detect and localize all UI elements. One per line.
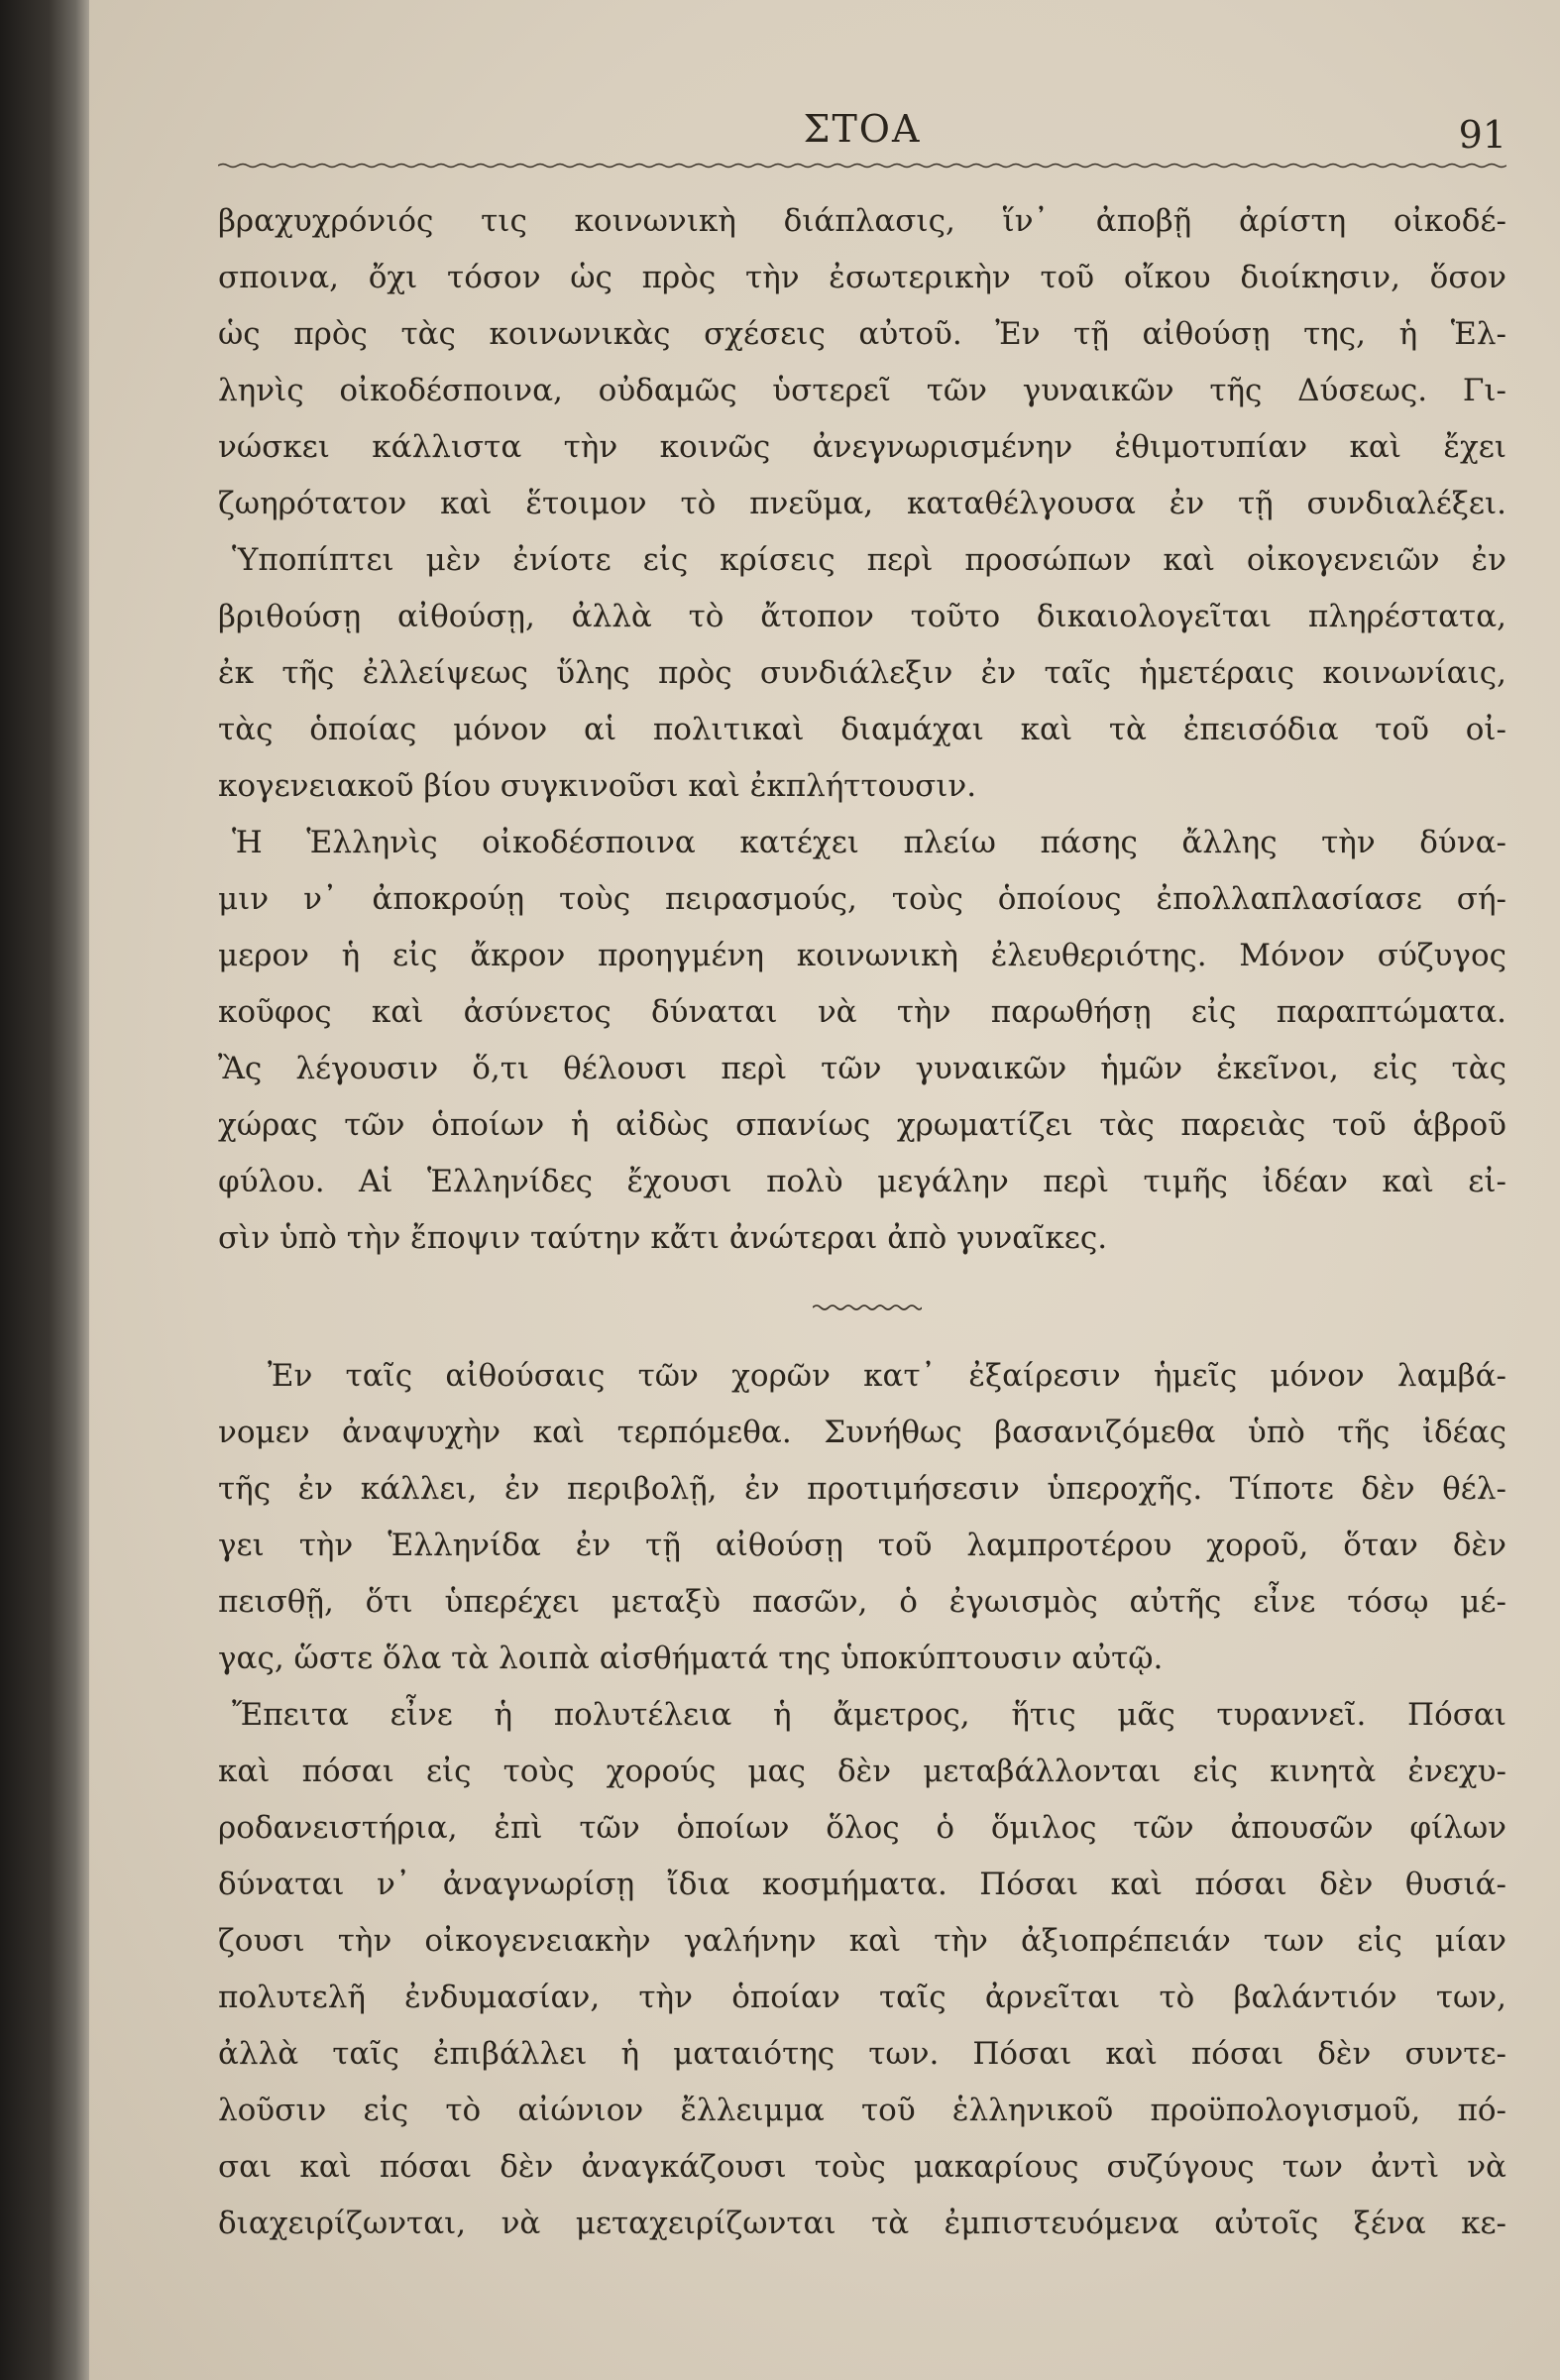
text-line: Ἐν ταῖς αἰθούσαις τῶν χορῶν κατ᾽ ἐξαίρεσιν ἡμεῖς μόνον λαμβά-	[268, 1358, 1506, 1394]
text-line: ληνὶς οἰκοδέσποινα, οὐδαμῶς ὑστερεῖ τῶν γυναικῶν τῆς Δύσεως. Γι-	[218, 373, 1506, 408]
text-line: φύλου. Αἱ Ἑλληνίδες ἔχουσι πολὺ μεγάλην περὶ τιμῆς ἰδέαν καὶ εἰ-	[218, 1164, 1506, 1199]
text-line: ζωηρότατον καὶ ἕτοιμον τὸ πνεῦμα, καταθέλγουσα ἐν τῇ συνδιαλέξει.	[218, 486, 1506, 521]
text-section-2	[218, 1348, 1506, 2252]
text-line: κοῦφος καὶ ἀσύνετος δύναται νὰ τὴν παρωθήσῃ εἰς παραπτώματα.	[218, 994, 1506, 1030]
text-line: μιν ν᾽ ἀποκρούῃ τοὺς πειρασμούς, τοὺς ὁποίους ἐπολλαπλασίασε σή-	[218, 881, 1506, 917]
text-line: πεισθῇ, ὅτι ὑπερέχει μεταξὺ πασῶν, ὁ ἐγωισμὸς αὐτῆς εἶνε τόσῳ μέ-	[218, 1584, 1506, 1620]
text-line: Ὑποπίπτει μὲν ἐνίοτε εἰς κρίσεις περὶ προσώπων καὶ οἰκογενειῶν ἐν	[232, 542, 1506, 578]
text-line: κογενειακοῦ βίου συγκινοῦσι καὶ ἐκπλήττουσιν.	[218, 768, 977, 804]
running-head	[218, 99, 1506, 159]
text-line: μερον ἡ εἰς ἄκρον προηγμένη κοινωνικὴ ἐλευθεριότης. Μόνον σύζυγος	[218, 938, 1506, 973]
text-line: νώσκει κάλλιστα τὴν κοινῶς ἀνεγνωρισμένην ἐθιμοτυπίαν καὶ ἔχει	[218, 429, 1506, 465]
book-binding-shadow	[0, 0, 89, 2380]
text-line: σποινα, ὄχι τόσον ὡς πρὸς τὴν ἐσωτερικὴν τοῦ οἴκου διοίκησιν, ὅσον	[218, 260, 1506, 295]
text-line: Ἔπειτα εἶνε ἡ πολυτέλεια ἡ ἄμετρος, ἥτις μᾶς τυραννεῖ. Πόσαι	[232, 1697, 1506, 1733]
text-line: ἀλλὰ ταῖς ἐπιβάλλει ἡ ματαιότης των. Πόσαι καὶ πόσαι δὲν συντε-	[218, 2036, 1506, 2072]
text-line: χώρας τῶν ὁποίων ἡ αἰδὼς σπανίως χρωματίζει τὰς παρειὰς τοῦ ἁβροῦ	[218, 1107, 1506, 1143]
text-line: ροδανειστήρια, ἐπὶ τῶν ὁποίων ὅλος ὁ ὅμιλος τῶν ἀπουσῶν φίλων	[218, 1810, 1506, 1846]
text-line: καὶ πόσαι εἰς τοὺς χορούς μας δὲν μεταβάλλονται εἰς κινητὰ ἐνεχυ-	[218, 1754, 1506, 1789]
text-line: τὰς ὁποίας μόνον αἱ πολιτικαὶ διαμάχαι καὶ τὰ ἐπεισόδια τοῦ οἰ-	[218, 712, 1506, 747]
text-line: διαχειρίζωνται, νὰ μεταχειρίζωνται τὰ ἐμπιστευόμενα αὐτοῖς ξένα κε-	[218, 2206, 1506, 2241]
text-line: σὶν ὑπὸ τὴν ἔποψιν ταύτην κἄτι ἀνώτεραι ἀπὸ γυναῖκες.	[218, 1220, 1108, 1256]
text-line: ἐκ τῆς ἐλλείψεως ὕλης πρὸς συνδιάλεξιν ἐν ταῖς ἡμετέραις κοινωνίαις,	[218, 655, 1506, 691]
text-line: τῆς ἐν κάλλει, ἐν περιβολῇ, ἐν προτιμήσεσιν ὑπεροχῆς. Τίποτε δὲν θέλ-	[218, 1471, 1506, 1507]
text-line: Ἡ Ἑλληνὶς οἰκοδέσποινα κατέχει πλείω πάσης ἄλλης τὴν δύνα-	[232, 825, 1506, 860]
text-line: ὡς πρὸς τὰς κοινωνικὰς σχέσεις αὐτοῦ. Ἐν τῇ αἰθούσῃ της, ἡ Ἑλ-	[218, 316, 1506, 352]
text-line: πολυτελῆ ἐνδυμασίαν, τὴν ὁποίαν ταῖς ἀρνεῖται τὸ βαλάντιόν των,	[218, 1980, 1506, 2015]
section-divider-ornament	[813, 1301, 922, 1314]
text-line: γει τὴν Ἑλληνίδα ἐν τῇ αἰθούσῃ τοῦ λαμπροτέρου χοροῦ, ὅταν δὲν	[218, 1528, 1506, 1563]
header-wavy-rule	[218, 163, 1506, 169]
running-title: ΣΤΟΑ	[803, 107, 922, 151]
text-line: λοῦσιν εἰς τὸ αἰώνιον ἔλλειμμα τοῦ ἑλληνικοῦ προϋπολογισμοῦ, πό-	[218, 2093, 1506, 2128]
text-line: βριθούσῃ αἰθούσῃ, ἀλλὰ τὸ ἄτοπον τοῦτο δικαιολογεῖται πληρέστατα,	[218, 599, 1506, 634]
text-line: γας, ὥστε ὅλα τὰ λοιπὰ αἰσθήματά της ὑποκύπτουσιν αὐτῷ.	[218, 1641, 1164, 1676]
book-page	[89, 0, 1560, 2380]
text-line: ζουσι τὴν οἰκογενειακὴν γαλήνην καὶ τὴν ἀξιοπρέπειάν των εἰς μίαν	[218, 1923, 1506, 1959]
text-section-1	[218, 193, 1506, 1267]
page-number: 91	[1458, 113, 1506, 157]
text-line: βραχυχρόνιός τις κοινωνικὴ διάπλασις, ἵν᾽ ἀποβῇ ἀρίστη οἰκοδέ-	[218, 203, 1506, 239]
text-line: σαι καὶ πόσαι δὲν ἀναγκάζουσι τοὺς μακαρίους συζύγους των ἀντὶ νὰ	[218, 2149, 1506, 2185]
text-line: νομεν ἀναψυχὴν καὶ τερπόμεθα. Συνήθως βασανιζόμεθα ὑπὸ τῆς ἰδέας	[218, 1415, 1506, 1450]
text-line: Ἂς λέγουσιν ὅ,τι θέλουσι περὶ τῶν γυναικῶν ἡμῶν ἐκεῖνοι, εἰς τὰς	[218, 1051, 1506, 1086]
text-line: δύναται ν᾽ ἀναγνωρίσῃ ἴδια κοσμήματα. Πόσαι καὶ πόσαι δὲν θυσιά-	[218, 1867, 1506, 1902]
